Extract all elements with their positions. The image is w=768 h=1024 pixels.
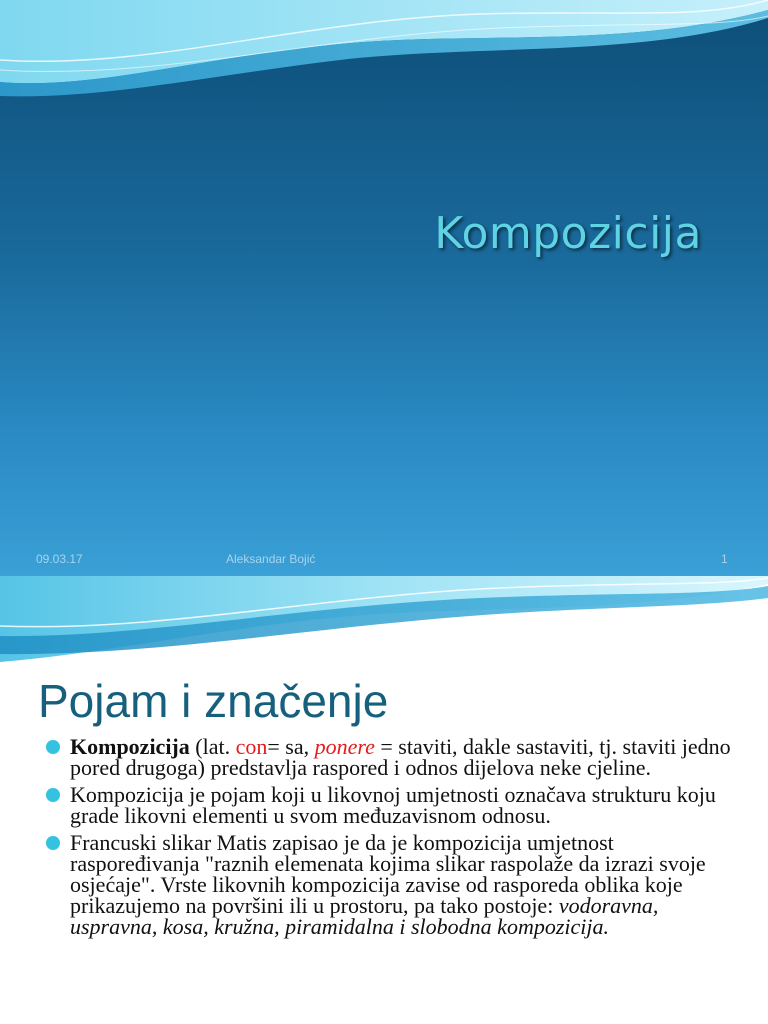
list-item <box>46 736 746 778</box>
footer-page-number: 1 <box>721 552 728 566</box>
wave-decoration <box>0 0 768 120</box>
footer-author: Aleksandar Bojić <box>226 552 316 566</box>
latin-ponere: ponere <box>314 734 375 759</box>
latin-con: con <box>235 734 268 759</box>
content-slide <box>0 576 768 1024</box>
bullet-text: = staviti, dakle sastaviti, tj. staviti jedno pored drugoga) predstavlja raspored i odnos dijelova neke cjeline. <box>70 734 731 780</box>
bullet-text: (lat. <box>189 734 236 759</box>
slide-title: Kompozicija <box>434 208 702 259</box>
bullet-text: Francuski slikar Matis zapisao je da je kompozicija umjetnost raspoređivanja "raznih elemenata kojima slikar raspolaže da izrazi svoje osjećaje". Vrste likovnih kompozicija zavise od rasporeda oblika koje prikazujemo na površini ili u prostoru, pa tako postoje: <box>70 830 706 918</box>
wave-decoration <box>0 576 768 676</box>
footer-date: 09.03.17 <box>36 552 83 566</box>
slide-heading: Pojam i značenje <box>38 675 389 727</box>
bullet-dot-icon <box>46 788 60 802</box>
term-bold: Kompozicija <box>70 734 190 759</box>
list-item <box>46 832 746 937</box>
bullet-text: = sa, <box>267 734 315 759</box>
composition-types: vodoravna, uspravna, kosa, kružna, piramidalna i slobodna kompozicija. <box>70 893 659 939</box>
bullet-text: Kompozicija je pojam koji u likovnoj umjetnosti označava strukturu koju grade likovni elementi u svom međuzavisnom odnosu. <box>70 782 716 828</box>
list-item <box>46 784 746 826</box>
bullet-dot-icon <box>46 740 60 754</box>
bullet-list <box>46 736 746 943</box>
bullet-dot-icon <box>46 836 60 850</box>
